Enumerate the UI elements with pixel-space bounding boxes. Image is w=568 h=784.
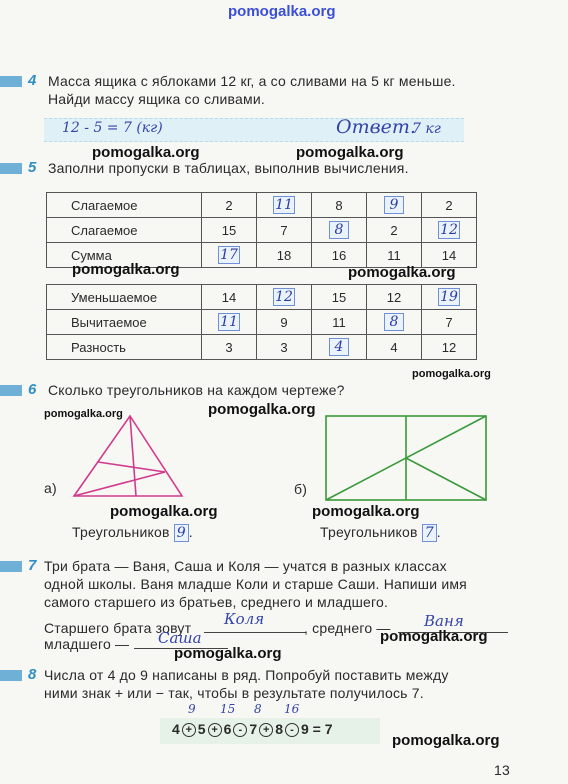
row-label: Сумма xyxy=(47,243,202,268)
filled-answer: 9 xyxy=(384,196,404,214)
count-b-label: Треугольников xyxy=(320,524,418,540)
task-number: 8 xyxy=(28,666,37,683)
cell-value: 4 xyxy=(390,339,398,355)
count-b-answer: 7 xyxy=(422,524,437,542)
watermark: pomogalka.org xyxy=(72,261,180,278)
triangle-figure-a xyxy=(60,412,192,502)
cell-value: 15 xyxy=(221,222,237,238)
equation xyxy=(172,721,333,737)
table-cell xyxy=(257,285,312,310)
table-cell xyxy=(312,335,367,360)
task4-line2: Найди массу ящика со сливами. xyxy=(48,91,265,107)
task6-prompt: Сколько треугольников на каждом чертеже? xyxy=(48,382,345,398)
eq-number: 7 xyxy=(249,721,258,737)
table-cell xyxy=(422,335,477,360)
plus-sign: + xyxy=(259,723,273,737)
filled-answer: 11 xyxy=(220,314,238,330)
table-row xyxy=(47,310,477,335)
table-cell xyxy=(312,310,367,335)
table-cell xyxy=(367,285,422,310)
eq-number: 9 xyxy=(300,721,309,737)
table-row xyxy=(47,218,477,243)
cell-value: 11 xyxy=(387,247,401,263)
partial-sum: 9 xyxy=(188,702,196,716)
task7-line1: Три брата — Ваня, Саша и Коля — учатся в разных классах xyxy=(44,558,447,574)
table-cell xyxy=(422,193,477,218)
table-cell xyxy=(202,310,257,335)
figure-b-label: б) xyxy=(294,481,308,497)
minus-sign: - xyxy=(233,723,247,737)
rectangle-figure-b xyxy=(320,412,492,502)
eq-result: = 7 xyxy=(312,721,333,737)
filled-answer: 12 xyxy=(275,289,293,305)
table-cell xyxy=(312,285,367,310)
cell-value: 2 xyxy=(225,197,233,213)
cell-value: 7 xyxy=(445,314,453,330)
subtraction-table xyxy=(46,284,477,360)
filled-answer: 8 xyxy=(329,221,349,239)
table-row xyxy=(47,335,477,360)
oldest-answer-line xyxy=(204,632,306,633)
cell-value: 16 xyxy=(331,247,347,263)
cell-value: 12 xyxy=(441,339,457,355)
eq-number: 8 xyxy=(275,721,283,737)
watermark: pomogalka.org xyxy=(174,645,282,662)
cell-value: 7 xyxy=(280,222,288,238)
partial-sum: 16 xyxy=(284,702,300,716)
cell-value: 11 xyxy=(332,314,346,330)
count-a: Треугольников 9 . xyxy=(72,524,193,541)
table-cell xyxy=(367,335,422,360)
cell-value: 2 xyxy=(445,197,453,213)
table-row xyxy=(47,193,477,218)
eq-number: 6 xyxy=(223,721,232,737)
table-cell xyxy=(367,218,422,243)
filled-answer: 19 xyxy=(440,289,458,305)
table-cell xyxy=(367,193,422,218)
cell-value: 18 xyxy=(276,247,292,263)
watermark: pomogalka.org xyxy=(312,503,420,520)
middle-label: , среднего — xyxy=(304,620,391,636)
watermark: pomogalka.org xyxy=(92,144,200,161)
task-number: 6 xyxy=(28,381,37,398)
task-number: 7 xyxy=(28,557,37,574)
cell-value: 3 xyxy=(225,339,233,355)
cell-value: 3 xyxy=(280,339,288,355)
oldest-answer: Коля xyxy=(224,610,265,628)
watermark: pomogalka.org xyxy=(296,144,404,161)
plus-sign: + xyxy=(182,723,196,737)
table-cell xyxy=(202,193,257,218)
table-cell xyxy=(202,218,257,243)
watermark: pomogalka.org xyxy=(412,368,491,380)
watermark: pomogalka.org xyxy=(44,408,123,420)
task5-prompt: Заполни пропуски в таблицах, выполнив вычисления. xyxy=(48,160,409,176)
row-label: Уменьшаемое xyxy=(47,285,202,310)
task8-line2: ними знак + или − так, чтобы в результате получилось 7. xyxy=(44,685,424,701)
partial-sum: 15 xyxy=(220,702,236,716)
filled-answer: 8 xyxy=(384,313,404,331)
plus-sign: + xyxy=(208,723,222,737)
cell-value: 14 xyxy=(221,289,237,305)
task-number: 4 xyxy=(28,72,37,89)
cell-value: 2 xyxy=(390,222,398,238)
table-cell xyxy=(202,285,257,310)
filled-answer: 17 xyxy=(220,247,238,263)
task7-line3: самого старшего из братьев, среднего и младшего. xyxy=(44,594,389,610)
task-marker xyxy=(0,76,22,87)
table-row xyxy=(47,285,477,310)
table-cell xyxy=(202,243,257,268)
table-cell xyxy=(257,243,312,268)
watermark: pomogalka.org xyxy=(110,503,218,520)
task7-line2: одной школы. Ваня младше Коли и старше Саши. Напиши имя xyxy=(44,576,467,592)
task4-answer-value: 7 кг xyxy=(412,121,441,137)
cell-value: 8 xyxy=(335,197,343,213)
table-cell xyxy=(202,335,257,360)
count-a-answer: 9 xyxy=(174,524,189,542)
watermark: pomogalka.org xyxy=(348,264,456,281)
addition-table xyxy=(46,192,477,268)
table-cell xyxy=(422,218,477,243)
count-a-label: Треугольников xyxy=(72,524,170,540)
table-cell xyxy=(312,193,367,218)
task4-line1: Масса ящика с яблоками 12 кг, а со сливами на 5 кг меньше. xyxy=(48,73,456,89)
cell-value: 12 xyxy=(386,289,402,305)
filled-answer: 11 xyxy=(275,197,293,213)
task-number: 5 xyxy=(28,159,37,176)
row-label: Вычитаемое xyxy=(47,310,202,335)
filled-answer: 4 xyxy=(329,338,349,356)
table-cell xyxy=(257,218,312,243)
oldest-label: Старшего брата зовут xyxy=(44,620,192,636)
row-label: Слагаемое xyxy=(47,193,202,218)
eq-number: 4 xyxy=(172,721,180,737)
table-cell xyxy=(422,285,477,310)
task-marker xyxy=(0,385,22,396)
table-cell xyxy=(422,310,477,335)
table-cell xyxy=(367,310,422,335)
youngest-label: младшего — xyxy=(44,636,130,652)
middle-answer: Ваня xyxy=(424,612,464,630)
table-cell xyxy=(257,193,312,218)
count-b: Треугольников 7 . xyxy=(320,524,441,541)
minus-sign: - xyxy=(285,723,299,737)
cell-value: 9 xyxy=(280,314,288,330)
row-label: Разность xyxy=(47,335,202,360)
cell-value: 15 xyxy=(331,289,347,305)
cell-value: 14 xyxy=(441,247,457,263)
watermark: pomogalka.org xyxy=(380,628,488,645)
eq-number: 5 xyxy=(197,721,206,737)
partial-sum: 8 xyxy=(254,702,262,716)
watermark-top: pomogalka.org xyxy=(228,3,336,20)
task-marker xyxy=(0,163,22,174)
watermark: pomogalka.org xyxy=(208,401,316,418)
task4-solution: 12 - 5 = 7 (кг) xyxy=(62,120,163,136)
youngest-answer: Саша xyxy=(158,629,202,647)
task8-line1: Числа от 4 до 9 написаны в ряд. Попробуй поставить между xyxy=(44,667,449,683)
table-cell xyxy=(312,218,367,243)
task4-answer-label: Ответ. xyxy=(336,116,416,138)
table-cell xyxy=(257,335,312,360)
figure-a-label: а) xyxy=(44,480,57,496)
table-cell xyxy=(257,310,312,335)
task-marker xyxy=(0,670,22,681)
row-label: Слагаемое xyxy=(47,218,202,243)
filled-answer: 12 xyxy=(440,222,458,238)
task-marker xyxy=(0,561,22,572)
page-number: 13 xyxy=(494,762,510,778)
watermark: pomogalka.org xyxy=(392,732,500,749)
